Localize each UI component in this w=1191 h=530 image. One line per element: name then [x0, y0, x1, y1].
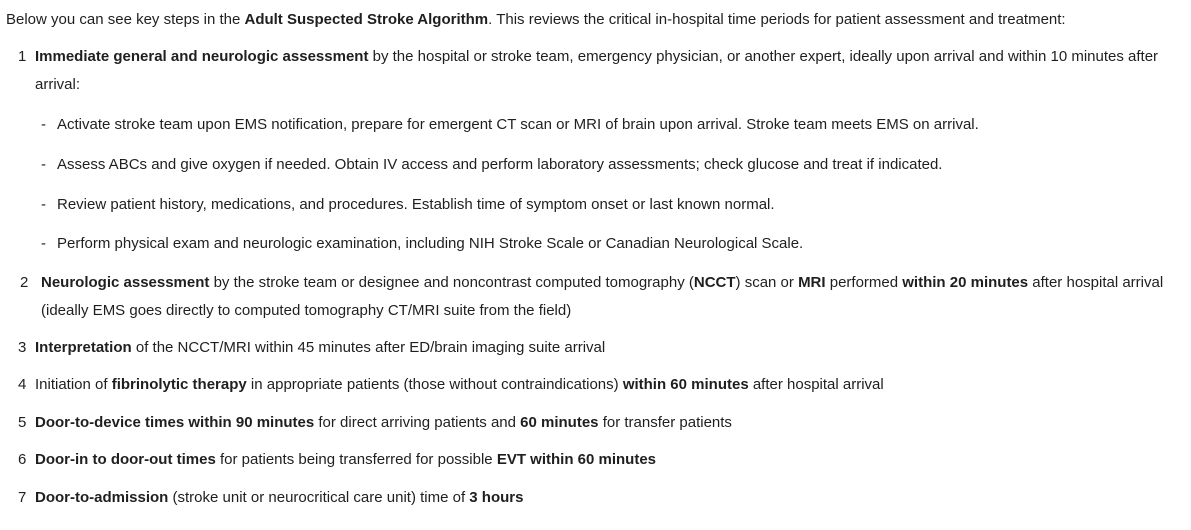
- step-bold: Door-in to door-out times: [35, 451, 216, 468]
- step-number: 4: [18, 376, 27, 393]
- step-1-subitem: [41, 195, 775, 215]
- step-text: (stroke unit or neurocritical care unit) time of: [168, 489, 470, 506]
- step-bold: Interpretation: [35, 339, 132, 356]
- dash-bullet: -: [41, 156, 46, 173]
- subitem-text: Review patient history, medications, and procedures. Establish time of symptom onset or last known normal.: [57, 196, 775, 213]
- step-text: by the hospital or stroke team, emergency physician, or another expert, ideally upon arrival and within 10 minutes after: [368, 48, 1159, 65]
- step-5: [18, 409, 1178, 437]
- step-7: [18, 484, 1178, 512]
- dash-bullet: -: [41, 235, 46, 252]
- step-text: performed: [825, 274, 903, 291]
- step-1-subitem: [41, 115, 979, 135]
- step-number: 2: [20, 274, 29, 291]
- step-continuation: arrival:: [35, 76, 81, 93]
- step-text: by the stroke team or designee and noncontrast computed tomography (: [209, 274, 694, 291]
- step-bold: Door-to-device times within 90 minutes: [35, 414, 315, 431]
- step-bold: Immediate general and neurologic assessment: [35, 48, 369, 65]
- step-text: after hospital arrival: [748, 376, 884, 393]
- step-4: [18, 371, 1178, 399]
- step-bold: 3 hours: [469, 489, 524, 506]
- subitem-text: Perform physical exam and neurologic examination, including NIH Stroke Scale or Canadian Neurological Scale.: [57, 235, 804, 252]
- step-text: for direct arriving patients and: [314, 414, 521, 431]
- step-text: for patients being transferred for possible: [215, 451, 497, 468]
- step-number: 5: [18, 414, 27, 431]
- step-text: in appropriate patients (those without contraindications): [246, 376, 623, 393]
- step-number: 7: [18, 489, 27, 506]
- step-2: [20, 269, 1180, 325]
- intro-paragraph: [6, 10, 1066, 30]
- step-1-subitem: [41, 155, 942, 175]
- step-6: [18, 446, 1178, 474]
- step-bold: Neurologic assessment: [41, 274, 210, 291]
- step-bold: fibrinolytic therapy: [111, 376, 247, 393]
- step-number: 3: [18, 339, 27, 356]
- intro-text-end: . This reviews the critical in-hospital time periods for patient assessment and treatment:: [488, 11, 1066, 28]
- step-bold: 60 minutes: [520, 414, 599, 431]
- step-bold: EVT within 60 minutes: [496, 451, 657, 468]
- step-bold: within 60 minutes: [622, 376, 749, 393]
- step-bold: MRI: [798, 274, 826, 291]
- step-text: of the NCCT/MRI within 45 minutes after ED/brain imaging suite arrival: [131, 339, 606, 356]
- step-number: 1: [18, 48, 27, 65]
- step-bold: within 20 minutes: [902, 274, 1029, 291]
- step-bold: NCCT: [693, 274, 736, 291]
- step-text: for transfer patients: [598, 414, 732, 431]
- step-3: [18, 334, 1178, 362]
- step-continuation: (ideally EMS goes directly to computed tomography CT/MRI suite from the field): [41, 302, 572, 319]
- step-text: after hospital arrival: [1028, 274, 1164, 291]
- step-1-subitem: [41, 234, 803, 254]
- step-1: [18, 43, 1178, 99]
- intro-bold: Adult Suspected Stroke Algorithm: [244, 11, 489, 28]
- subitem-text: Assess ABCs and give oxygen if needed. Obtain IV access and perform laboratory assessments; check glucose and treat if indicated.: [57, 156, 943, 173]
- step-text: ) scan or: [735, 274, 799, 291]
- step-text: Initiation of: [35, 376, 112, 393]
- intro-text: Below you can see key steps in the: [6, 11, 245, 28]
- step-bold: Door-to-admission: [35, 489, 169, 506]
- dash-bullet: -: [41, 116, 46, 133]
- subitem-text: Activate stroke team upon EMS notification, prepare for emergent CT scan or MRI of brain upon arrival. Stroke team meets EMS on arrival.: [57, 116, 979, 133]
- step-number: 6: [18, 451, 27, 468]
- dash-bullet: -: [41, 196, 46, 213]
